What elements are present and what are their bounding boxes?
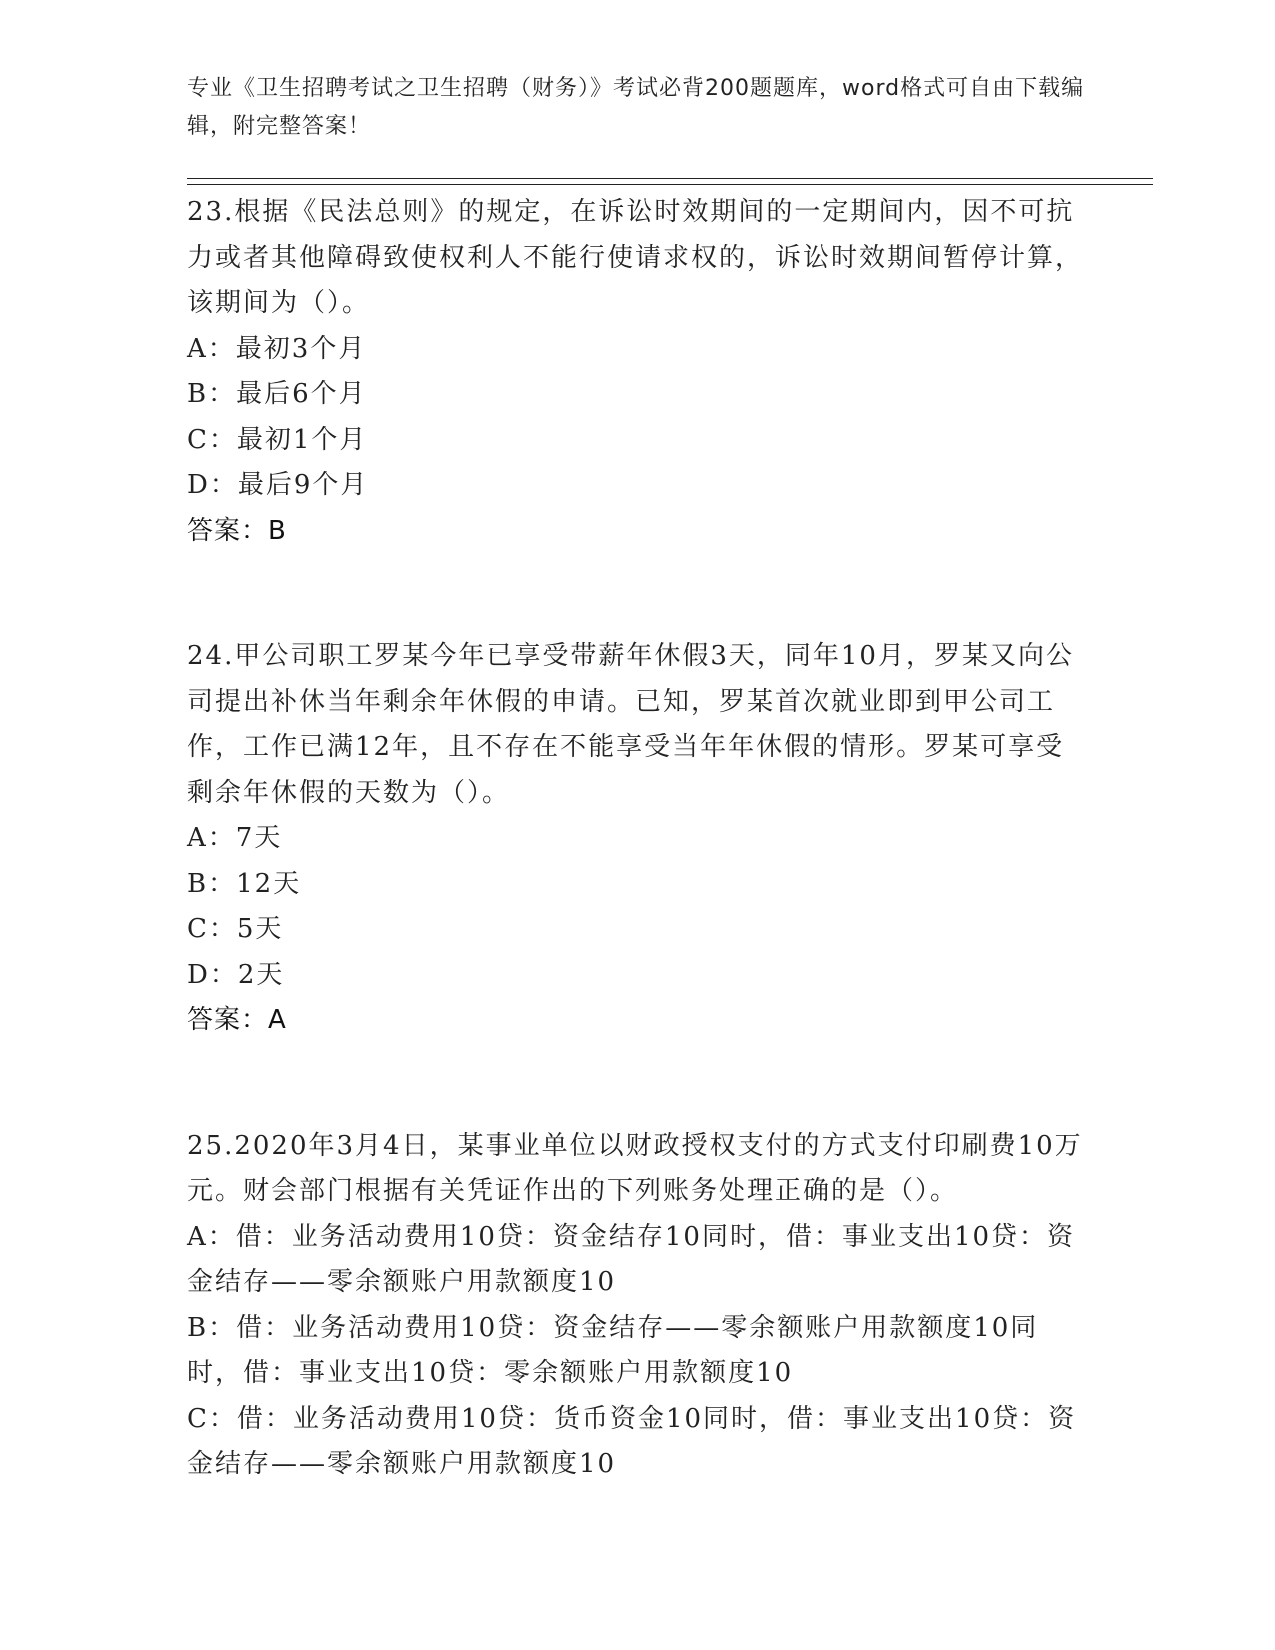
option-a: A：借：业务活动费用10贷：资金结存10同时，借：事业支出10贷：资金结存——零余额账户用款额度10 [187, 1221, 1076, 1297]
question-list [187, 190, 1087, 1488]
option-b: B：最后6个月 [187, 379, 367, 409]
option-c: C：最初1个月 [187, 424, 368, 455]
header-divider-top [187, 178, 1153, 179]
question-stem: 23.根据《民法总则》的规定，在诉讼时效期间的一定期间内，因不可抗力或者其他障碍致使权利人不能行使请求权的，诉讼时效期间暂停计算，该期间为（）。 [187, 197, 1084, 318]
option-c: C：5天 [187, 914, 284, 944]
option-b: B：12天 [187, 868, 302, 899]
question-spacer [187, 1044, 1087, 1124]
option-d: D：2天 [187, 959, 285, 990]
question-spacer [187, 554, 1087, 634]
question-24 [187, 634, 1087, 1044]
question-stem: 25.2020年3月4日，某事业单位以财政授权支付的方式支付印刷费10万元。财会部门根据有关凭证作出的下列账务处理正确的是（）。 [187, 1130, 1083, 1206]
option-d: D：最后9个月 [187, 470, 369, 500]
question-25 [187, 1124, 1087, 1488]
option-a: A：最初3个月 [187, 333, 367, 364]
answer: 答案：A [187, 1005, 287, 1035]
option-c: C：借：业务活动费用10贷：货币资金10同时，借：事业支出10贷：资金结存——零余额账户用款额度10 [187, 1403, 1077, 1479]
option-b: B：借：业务活动费用10贷：资金结存——零余额账户用款额度10同时，借：事业支出10贷：零余额账户用款额度10 [187, 1312, 1039, 1388]
header-divider-bottom [187, 184, 1153, 185]
option-a: A：7天 [187, 823, 283, 853]
question-stem: 24.甲公司职工罗某今年已享受带薪年休假3天，同年10月，罗某又向公司提出补休当年剩余年休假的申请。已知，罗某首次就业即到甲公司工作，工作已满12年，且不存在不能享受当年年休假的情形。罗某可享受剩余年休假的天数为（）。 [187, 641, 1074, 808]
answer: 答案：B [187, 515, 287, 546]
document-header: 专业《卫生招聘考试之卫生招聘（财务）》考试必背200题题库，word格式可自由下载编辑，附完整答案！ [187, 76, 1085, 139]
question-23 [187, 190, 1087, 554]
